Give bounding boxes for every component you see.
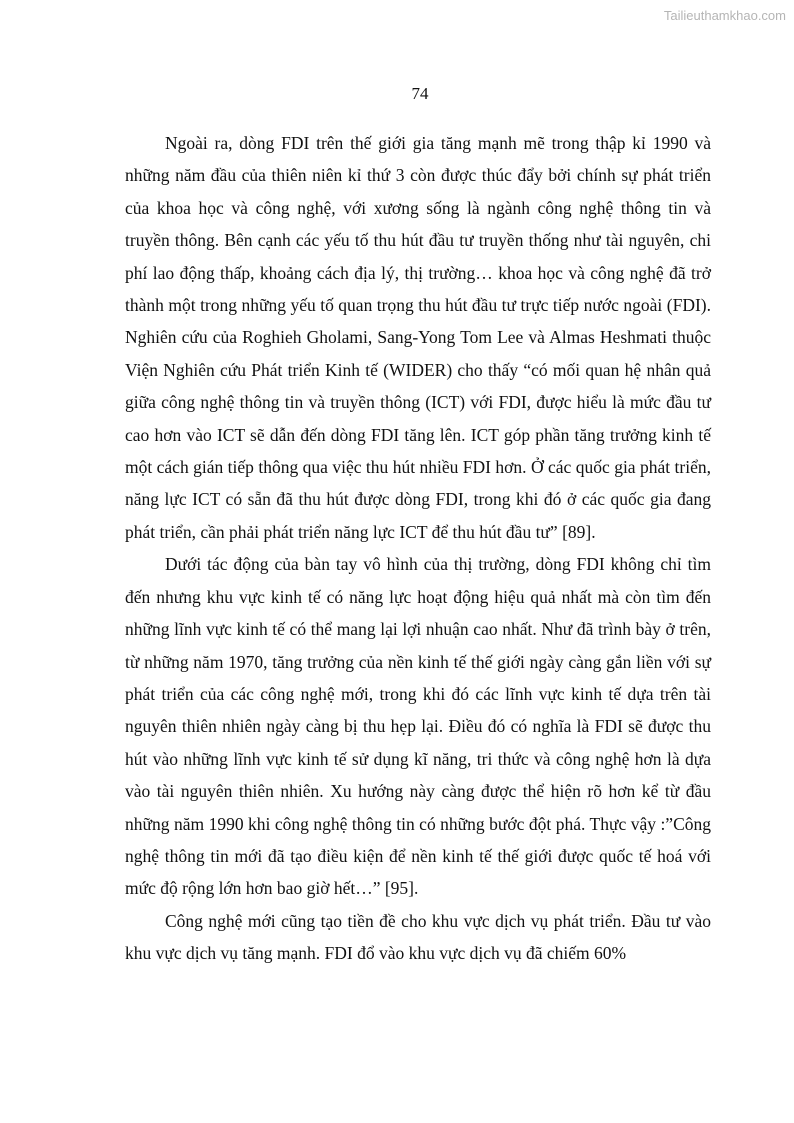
watermark: Tailieuthamkhao.com bbox=[663, 8, 786, 23]
paragraph: Dưới tác động của bàn tay vô hình của thị trường, dòng FDI không chỉ tìm đến nhưng khu vực kinh tế có năng lực hoạt động hiệu quả nhất mà còn tìm đến những lĩnh vực kinh tế có thể mang lại lợi nhuận cao nhất. Như đã trình bày ở trên, từ những năm 1970, tăng trưởng của nền kinh tế thế giới ngày càng gắn liền với sự phát triển của các công nghệ mới, trong khi đó các lĩnh vực kinh tế dựa trên tài nguyên thiên nhiên ngày càng bị thu hẹp lại. Điều đó có nghĩa là FDI sẽ được thu hút vào những lĩnh vực kinh tế sử dụng kĩ năng, tri thức và công nghệ hơn là dựa vào tài nguyên thiên nhiên. Xu hướng này càng được thể hiện rõ hơn kể từ đầu những năm 1990 khi công nghệ thông tin có những bước đột phá. Thực vậy :”Công nghệ thông tin mới đã tạo điều kiện để nền kinh tế thế giới được quốc tế hoá với mức độ rộng lớn hơn bao giờ hết…” [95]. bbox=[125, 554, 711, 899]
page-number: 74 bbox=[411, 84, 429, 103]
paragraph: Công nghệ mới cũng tạo tiền đề cho khu vực dịch vụ phát triển. Đầu tư vào khu vực dịch vụ tăng mạnh. FDI đổ vào khu vực dịch vụ đã chiếm 60% bbox=[125, 910, 711, 964]
paragraph: Ngoài ra, dòng FDI trên thế giới gia tăng mạnh mẽ trong thập kỉ 1990 và những năm đầu của thiên niên kỉ thứ 3 còn được thúc đẩy bởi chính sự phát triển của khoa học và công nghệ, với xương sống là ngành công nghệ thông tin và truyền thông. Bên cạnh các yếu tố thu hút đầu tư truyền thống như tài nguyên, chi phí lao động thấp, khoảng cách địa lý, thị trường… khoa học và công nghệ đã trở thành một trong những yếu tố quan trọng thu hút đầu tư trực tiếp nước ngoài (FDI). Nghiên cứu của Roghieh Gholami, Sang-Yong Tom Lee và Almas Heshmati thuộc Viện Nghiên cứu Phát triển Kinh tế (WIDER) cho thấy “có mối quan hệ nhân quả giữa công nghệ thông tin và truyền thông (ICT) với FDI, được hiểu là mức đầu tư cao hơn vào ICT sẽ dẫn đến dòng FDI tăng lên. ICT góp phần tăng trưởng kinh tế một cách gián tiếp thông qua việc thu hút nhiều FDI hơn. Ở các quốc gia phát triển, năng lực ICT có sẵn đã thu hút được dòng FDI, trong khi đó ở các quốc gia đang phát triển, cần phải phát triển năng lực ICT để thu hút đầu tư” [89]. bbox=[125, 133, 711, 542]
document-body bbox=[125, 127, 711, 970]
